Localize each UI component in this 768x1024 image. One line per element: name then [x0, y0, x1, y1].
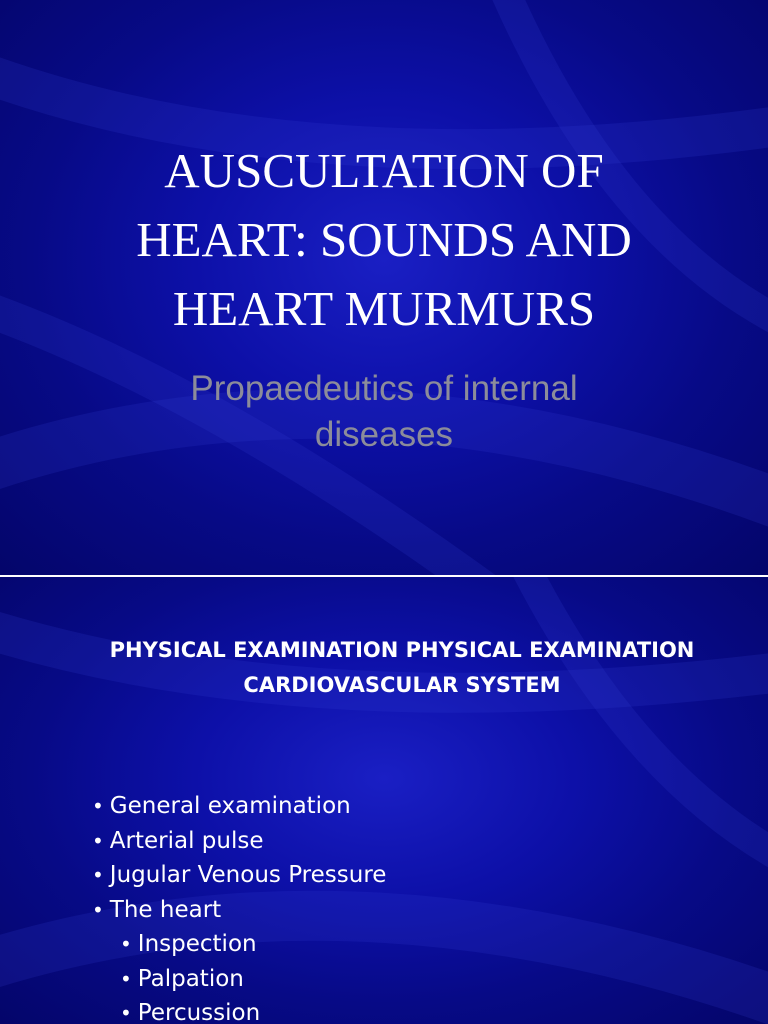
bullet-icon: •	[92, 828, 104, 853]
sub-list-item	[92, 996, 386, 1024]
list-item-text: Jugular Venous Pressure	[109, 862, 387, 888]
subtitle-line: Propaedeutics of internal	[190, 369, 578, 408]
bullet-icon: •	[92, 897, 104, 922]
subtitle-line: diseases	[314, 415, 454, 454]
slide-heading	[70, 633, 734, 703]
bullet-icon: •	[120, 932, 132, 956]
slide-title	[40, 136, 728, 343]
list-item	[92, 789, 386, 824]
list-item-text: General examination	[109, 793, 351, 819]
bullet-list	[92, 789, 386, 1024]
slide-subtitle	[120, 366, 648, 458]
list-item	[92, 858, 386, 893]
bullet-icon: •	[92, 863, 104, 887]
title-line: HEART MURMURS	[172, 281, 596, 336]
list-item-text: Arterial pulse	[109, 827, 264, 854]
bullet-icon: •	[92, 794, 104, 818]
sub-list-item	[92, 962, 386, 997]
list-item-text: The heart	[109, 896, 222, 923]
content-slide	[0, 577, 768, 1024]
sub-list-item	[92, 927, 386, 962]
list-item-text: Palpation	[137, 965, 244, 992]
list-item-text: Inspection	[137, 931, 257, 957]
heading-line: CARDIOVASCULAR SYSTEM	[243, 673, 561, 697]
title-line: AUSCULTATION OF	[164, 143, 604, 198]
bullet-icon: •	[120, 1001, 132, 1024]
list-item-text: Percussion	[137, 1000, 261, 1024]
heading-line: PHYSICAL EXAMINATION PHYSICAL EXAMINATION	[109, 638, 695, 662]
title-line: HEART: SOUNDS AND	[136, 212, 632, 267]
list-item	[92, 824, 386, 859]
bullet-icon: •	[120, 966, 132, 991]
list-item	[92, 893, 386, 928]
